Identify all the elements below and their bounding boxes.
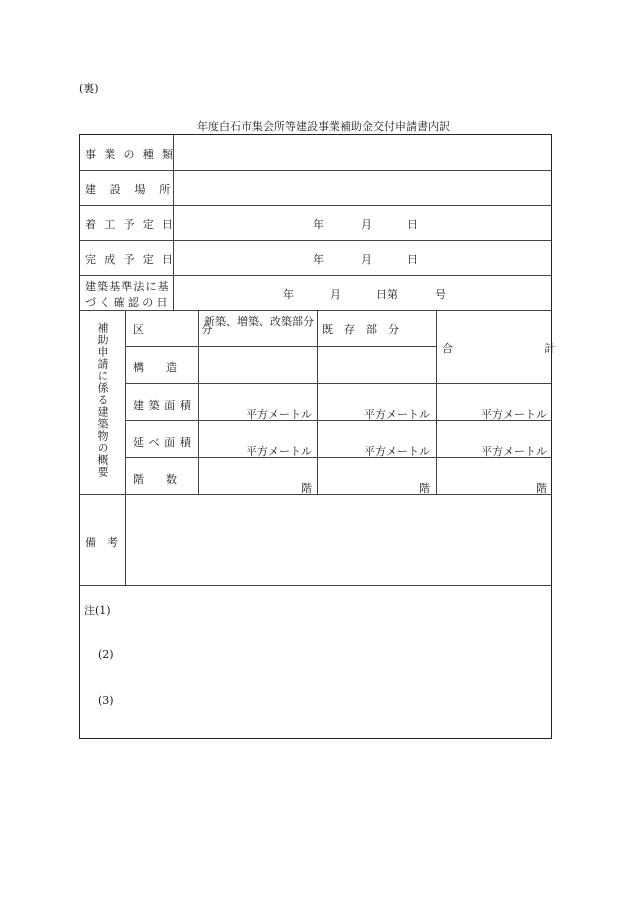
column-divider: [317, 310, 318, 494]
total-floor-area-existing-unit: 平方メートル: [364, 445, 430, 458]
floors-label: 階 数: [133, 473, 177, 486]
start-date-label: 着工予定日: [85, 218, 182, 231]
column-divider: [198, 310, 199, 494]
project-type-label: 事業の種類: [85, 148, 182, 161]
remarks-label: 備 考: [85, 536, 118, 549]
confirmation-year-unit: 年: [283, 288, 294, 301]
column-divider: [125, 310, 126, 585]
building-overview-label: 補助申請に係る建築物の概要: [96, 322, 109, 478]
division-label: 区 分: [133, 323, 236, 336]
confirmation-day-number-unit: 日第: [376, 288, 398, 301]
floors-existing-unit: 階: [419, 482, 430, 495]
confirmation-number-unit: 号: [435, 288, 446, 301]
completion-date-label: 完成予定日: [85, 253, 182, 266]
document-title: 年度白石市集会所等建設事業補助金交付申請書内訳: [197, 120, 450, 133]
new-construction-header: 新築、増築、改築部分: [204, 315, 314, 328]
note-1: 注(1): [84, 604, 111, 617]
floors-total-unit: 階: [536, 482, 547, 495]
row-divider: [80, 494, 551, 495]
floor-area-existing-unit: 平方メートル: [364, 408, 430, 421]
row-divider: [80, 240, 551, 241]
total-floor-area-label: 延べ面積: [133, 436, 196, 449]
note-2: (2): [98, 648, 114, 661]
row-divider: [80, 585, 551, 586]
building-standards-label-line2: づく確認の日: [85, 296, 171, 309]
start-year-unit: 年: [313, 218, 324, 231]
construction-site-label: 建設場所: [85, 183, 184, 196]
note-3: (3): [98, 694, 114, 707]
row-divider: [80, 170, 551, 171]
total-floor-area-new-unit: 平方メートル: [246, 445, 312, 458]
start-month-unit: 月: [361, 218, 372, 231]
floors-new-unit: 階: [301, 482, 312, 495]
building-standards-label-line1: 建築基準法に基: [85, 280, 170, 293]
confirmation-month-unit: 月: [330, 288, 341, 301]
completion-day-unit: 日: [407, 253, 418, 266]
column-divider: [436, 310, 437, 494]
breakdown-form-table: [79, 134, 562, 739]
row-divider: [125, 383, 551, 384]
existing-part-header: 既 存 部 分: [322, 323, 399, 336]
structure-label: 構 造: [133, 361, 177, 374]
row-divider: [80, 310, 551, 311]
start-day-unit: 日: [407, 218, 418, 231]
floor-area-new-unit: 平方メートル: [246, 408, 312, 421]
floor-area-label: 建築面積: [133, 399, 196, 412]
row-divider: [125, 346, 436, 347]
completion-month-unit: 月: [361, 253, 372, 266]
page-side-label: (裏): [79, 82, 99, 95]
completion-year-unit: 年: [313, 253, 324, 266]
row-divider: [80, 205, 551, 206]
row-divider: [80, 275, 551, 276]
total-header: 合 計: [442, 342, 562, 355]
floor-area-total-unit: 平方メートル: [481, 408, 547, 421]
total-floor-area-total-unit: 平方メートル: [481, 445, 547, 458]
